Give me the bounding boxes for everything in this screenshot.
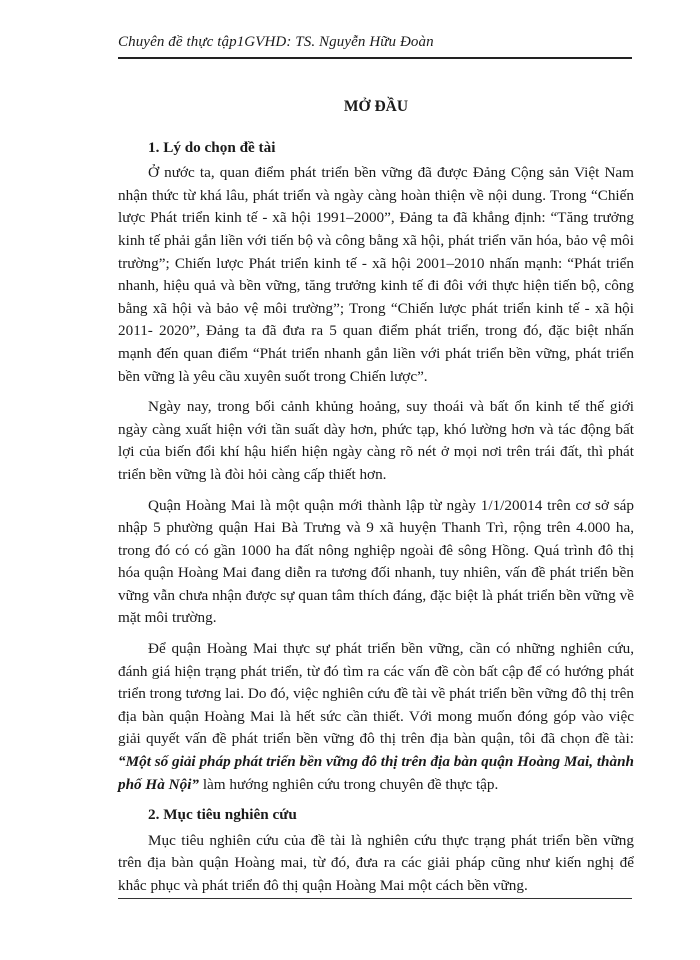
section-1-paragraph-2: Ngày nay, trong bối cảnh khủng hoảng, suy thoái và bất ổn kinh tế thế giới ngày càng xuất hiện với tần suất dày hơn, phức tạp, khó lường hơn và tác động bất lợi của biến đổi khí hậu hiển hiện ngày càng rõ nét ở mọi nơi trên trái đất, thì phát triển bền vững là đòi hỏi càng cấp thiết hơn. [118,398,634,483]
thesis-topic: “Một số giải pháp phát triển bền vững đô thị trên địa bàn quận Hoàng Mai, thành phố Hà Nội” [118,753,634,793]
section-2-heading: 2. Mục tiêu nghiên cứu [148,806,297,824]
document-body [118,96,634,906]
section-2-paragraph-1: Mục tiêu nghiên cứu của đề tài là nghiên cứu thực trạng phát triển bền vững trên địa bàn quận Hoàng mai, từ đó, đưa ra các giải pháp cũng như kiến nghị để khắc phục và phát triển đô thị quận Hoàng Mai một cách bền vững. [118,831,634,894]
document-title: MỞ ĐẦU [343,98,409,115]
paragraph-4-start: Để quận Hoàng Mai thực sự phát triển bền vững, cần có những nghiên cứu, đánh giá hiện trạng phát triển, từ đó tìm ra các vấn đề còn bất cập để có hướng phát triển trong tương lai. Do đó, việc nghiên cứu đề tài về phát triển bền vững đô thị trên địa bàn quận Hoàng Mai là hết sức cần thiết. Với mong muốn đóng góp vào việc giải quyết vấn đề phát triển bền vững đô thị trên địa bàn quận, tôi đã chọn đề tài: [118,640,634,748]
page-header: Chuyên đề thực tập1GVHD: TS. Nguyễn Hữu Đoàn [118,34,632,59]
section-1-paragraph-4 [118,638,634,796]
paragraph-4-end: làm hướng nghiên cứu trong chuyên đề thực tập. [199,775,499,793]
section-1-paragraph-3: Quận Hoàng Mai là một quận mới thành lập từ ngày 1/1/20014 trên cơ sở sáp nhập 5 phường quận Hai Bà Trưng và 9 xã huyện Thanh Trì, rộng trên 4.000 ha, trong đó có có gần 1000 ha đất nông nghiệp ngoài đê sông Hồng. Quá trình đô thị hóa quận Hoàng Mai đang diễn ra tương đối nhanh, tuy nhiên, vấn đề phát triển bền vững vẫn chưa nhận được sự quan tâm thích đáng, đặc biệt là phát triển bền vững về mặt môi trường. [118,496,634,627]
footer-rule [118,898,632,899]
section-1-heading: 1. Lý do chọn đề tài [148,138,276,156]
section-1-paragraph-1: Ở nước ta, quan điểm phát triển bền vững đã được Đảng Cộng sản Việt Nam nhận thức từ khá lâu, phát triển và ngày càng hoàn thiện về nội dung. Trong “Chiến lược Phát triển kinh tế - xã hội 1991–2000”, Đảng ta đã khẳng định: “Tăng trưởng kinh tế phải gắn liền với tiến bộ và công bằng xã hội, phát triển văn hóa, bảo vệ môi trường”; Chiến lược Phát triển kinh tế - xã hội 2001–2010 nhấn mạnh: “Phát triển nhanh, hiệu quả và bền vững, tăng trưởng kinh tế đi đôi với thực hiện tiến bộ, công bằng xã hội và bảo vệ môi trường”; Trong “Chiến lược phát triển kinh tế - xã hội 2011- 2020”, Đảng ta đã đưa ra 5 quan điểm phát triển, trong đó, đặc biệt nhấn mạnh đến quan điểm “Phát triển nhanh gắn liền với phát triển bền vững, phát triển bền vững là yêu cầu xuyên suốt trong Chiến lược”. [118,164,634,385]
